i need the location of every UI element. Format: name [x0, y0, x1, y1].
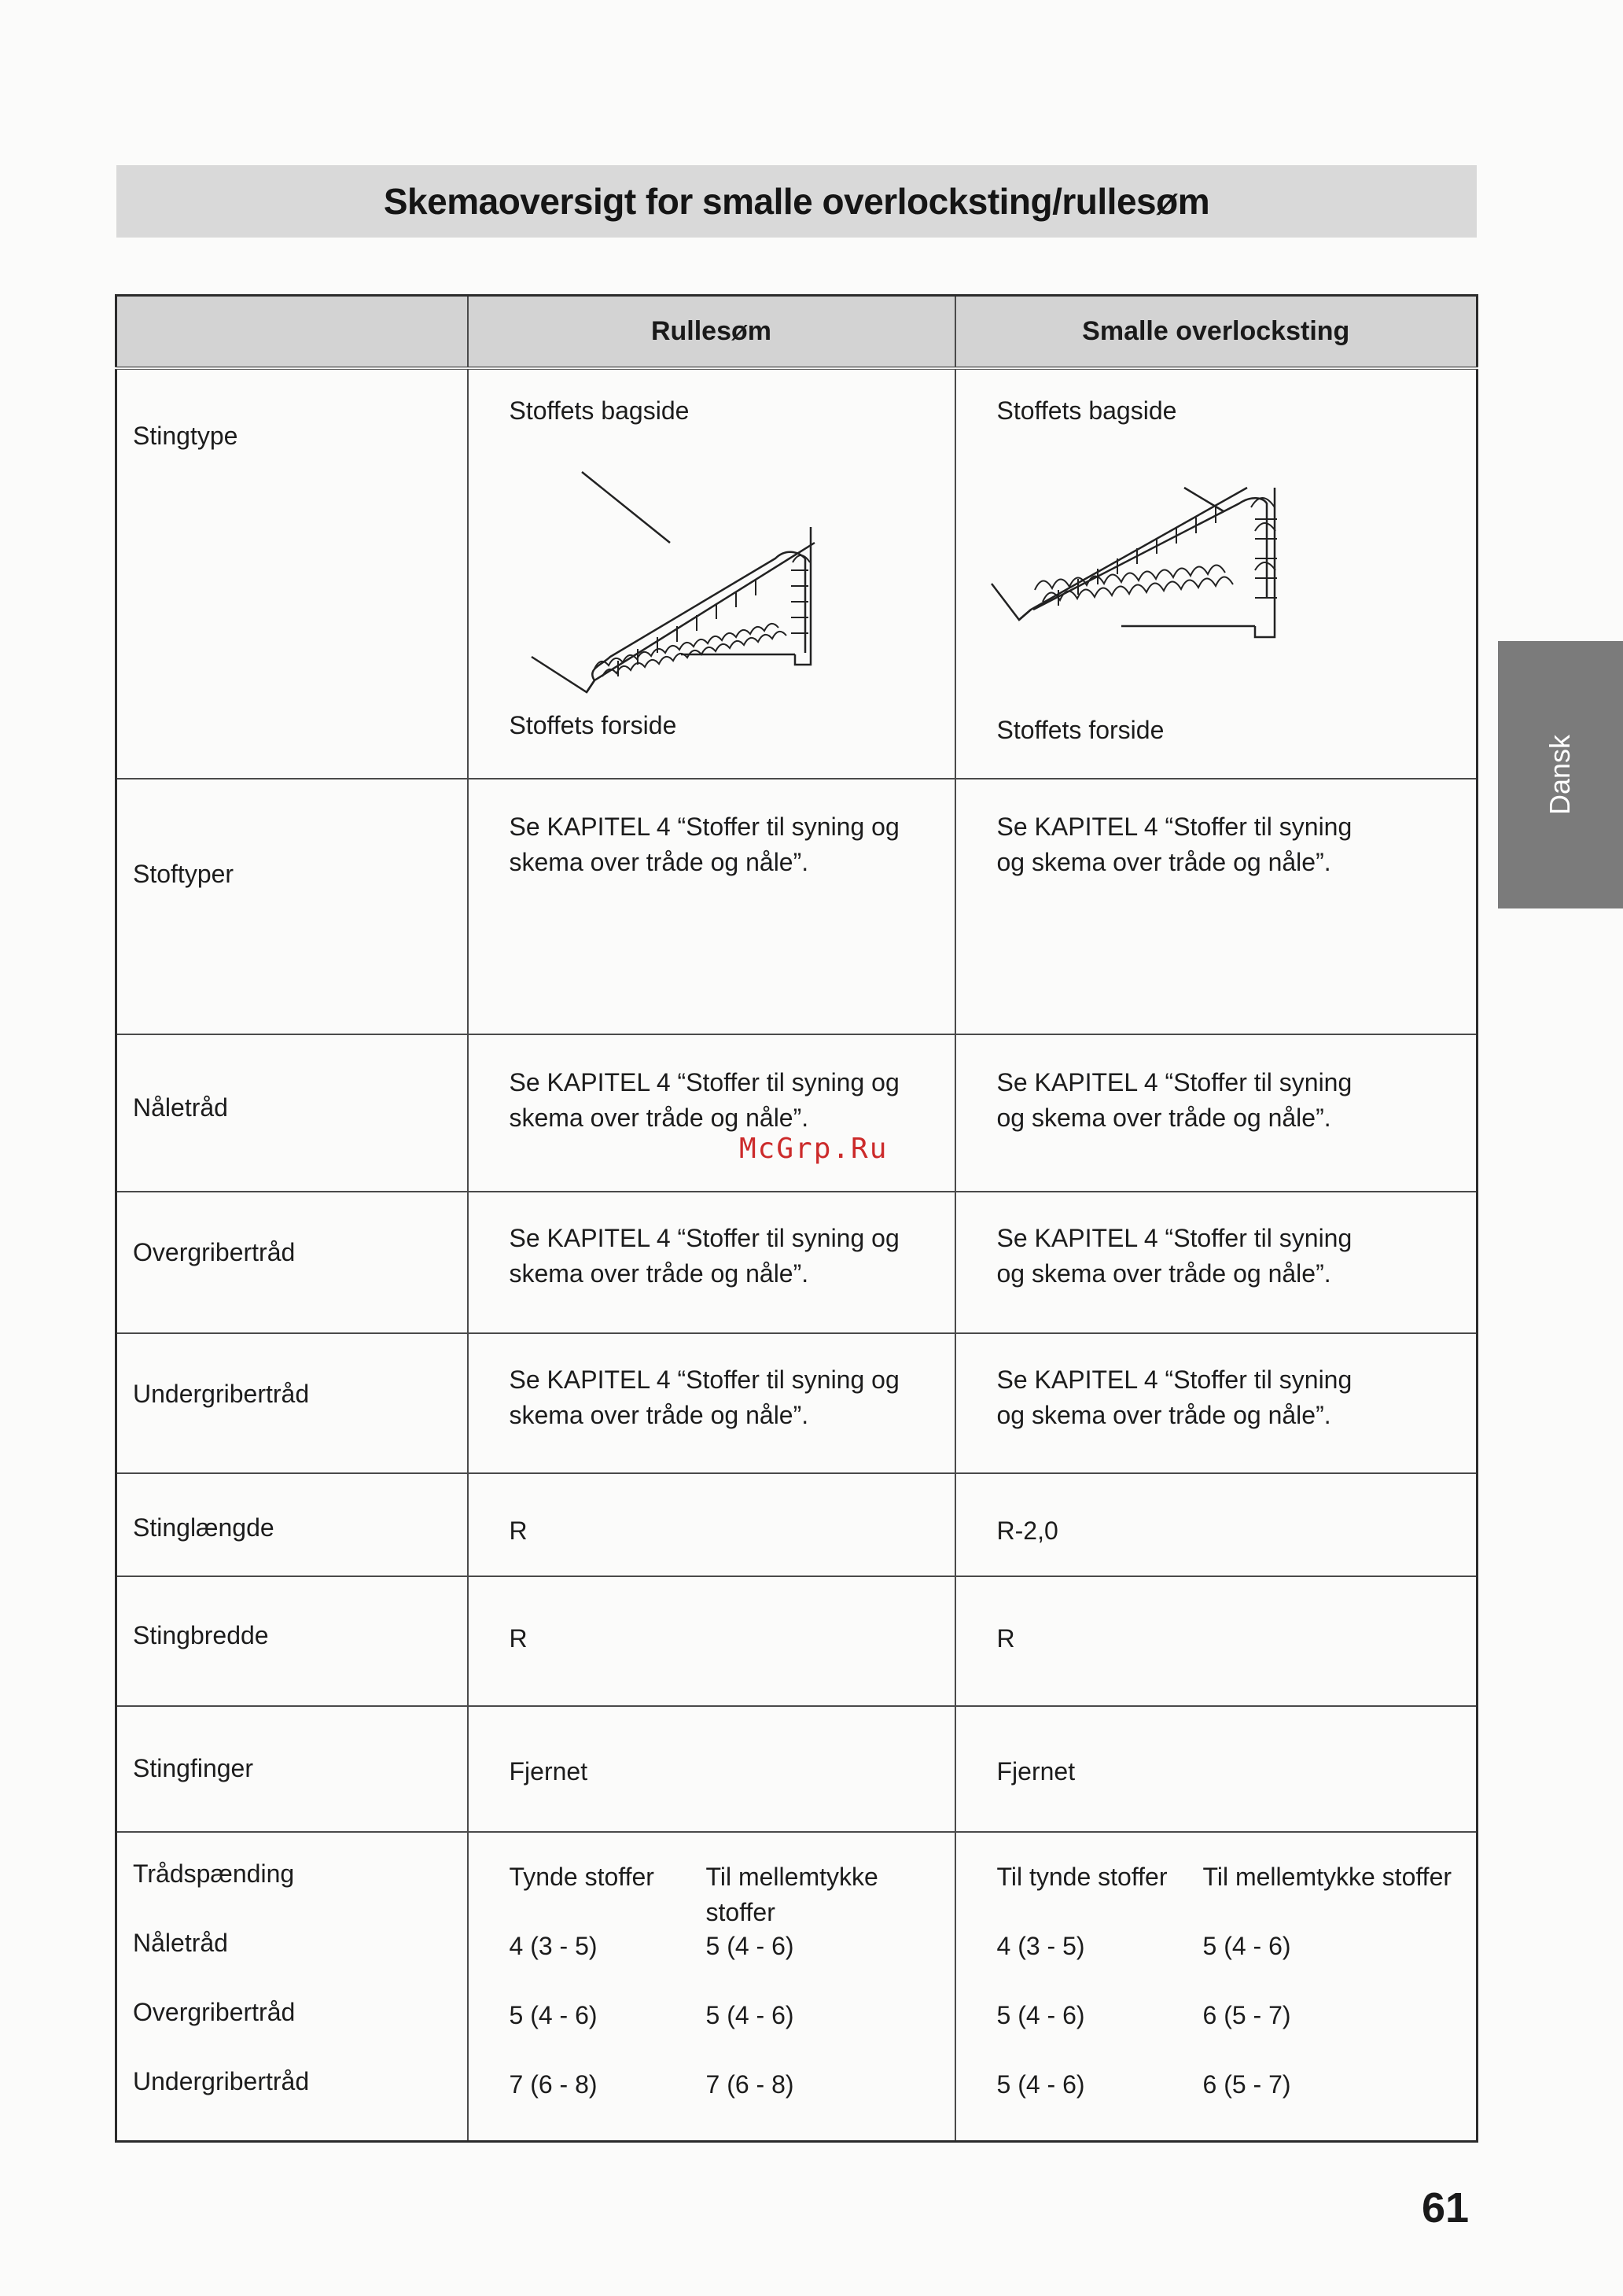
stingtype-smalle-cell [955, 368, 1478, 779]
header-row [116, 296, 1478, 368]
tension-smalle-row-header [997, 1859, 1477, 1929]
undergriber-rulle-line2: skema over tråde og nåle”. [509, 1400, 809, 1429]
stoftyper-smalle-cell [955, 779, 1478, 1034]
tension-smalle-header-b: Til mellemtykke stoffer [1202, 1862, 1452, 1891]
tension-rulle-overgriber-a: 5 (4 - 6) [509, 2000, 598, 2029]
naletrad-smalle-cell [955, 1034, 1478, 1192]
language-tab [1498, 641, 1623, 908]
stingbredde-rullesom: R [468, 1576, 955, 1706]
undergriber-smalle-cell [955, 1333, 1478, 1473]
tension-rulle-undergriber-b: 7 (6 - 8) [705, 2069, 794, 2099]
stoftyper-rulle-line2: skema over tråde og nåle”. [509, 847, 809, 876]
tension-smalle-undergriber-a: 5 (4 - 6) [996, 2069, 1085, 2099]
tension-rulle-header-a: Tynde stoffer [509, 1862, 654, 1891]
tension-label-undergribertrad: Undergribertråd [133, 2066, 310, 2095]
rolled-hem-diagram [500, 440, 846, 700]
stoftyper-rullesom-cell [468, 779, 955, 1034]
title-bar [116, 165, 1477, 238]
overgriber-smalle-cell [955, 1192, 1478, 1333]
narrow-overlock-diagram [988, 440, 1334, 700]
tension-rulle-row-overgriber [510, 1998, 955, 2067]
tension-rulle-naletrad-b: 5 (4 - 6) [705, 1931, 794, 1960]
naletrad-rulle-line1: Se KAPITEL 4 “Stoffer til syning og [509, 1067, 900, 1096]
tension-smalle-overgriber-b: 6 (5 - 7) [1202, 2000, 1291, 2029]
tension-label-tradspaending: Trådspænding [133, 1859, 295, 1888]
tension-smalle-undergriber-b: 6 (5 - 7) [1202, 2069, 1291, 2099]
row-stoftyper [116, 779, 1478, 1034]
overgriber-rulle-line1: Se KAPITEL 4 “Stoffer til syning og [509, 1223, 900, 1252]
row-tradspaending [116, 1832, 1478, 2142]
undergriber-smalle-line2: og skema over tråde og nåle”. [996, 1400, 1331, 1429]
row-stinglaengde [116, 1473, 1478, 1576]
tension-smalle-naletrad-a: 4 (3 - 5) [996, 1931, 1085, 1960]
row-label-stinglaengde: Stinglængde [116, 1473, 468, 1576]
row-stingfinger [116, 1706, 1478, 1832]
header-rullesom: Rullesøm [468, 296, 955, 368]
overgriber-smalle-line2: og skema over tråde og nåle”. [996, 1259, 1331, 1288]
overgriber-rulle-line2: skema over tråde og nåle”. [509, 1259, 809, 1288]
tension-smalle-header-a: Til tynde stoffer [996, 1862, 1168, 1891]
naletrad-rullesom-cell [468, 1034, 955, 1192]
stitch-chart-table [115, 294, 1478, 2143]
overgriber-rullesom-cell [468, 1192, 955, 1333]
undergriber-rullesom-cell [468, 1333, 955, 1473]
tension-label-overgribertrad: Overgribertråd [133, 1997, 296, 2026]
tension-smalle-overgriber-a: 5 (4 - 6) [996, 2000, 1085, 2029]
row-label-stingfinger: Stingfinger [116, 1706, 468, 1832]
stinglaengde-smalle: R-2,0 [955, 1473, 1478, 1576]
tension-rulle-undergriber-a: 7 (6 - 8) [509, 2069, 598, 2099]
row-stingbredde [116, 1576, 1478, 1706]
header-empty [116, 296, 468, 368]
stingtype-rullesom-cell [468, 368, 955, 779]
header-smalle-overlocksting: Smalle overlocksting [955, 296, 1478, 368]
tension-rulle-row-undergriber [510, 2067, 955, 2136]
tension-rulle-overgriber-b: 5 (4 - 6) [705, 2000, 794, 2029]
naletrad-smalle-line2: og skema over tråde og nåle”. [996, 1103, 1331, 1132]
row-label-undergribertrad: Undergribertråd [116, 1333, 468, 1473]
row-label-stingtype: Stingtype [116, 368, 468, 779]
stoftyper-smalle-line2: og skema over tråde og nåle”. [996, 847, 1331, 876]
row-label-naletrad: Nåletråd [116, 1034, 468, 1192]
overgriber-smalle-line1: Se KAPITEL 4 “Stoffer til syning [996, 1223, 1352, 1252]
watermark: McGrp.Ru [739, 1133, 889, 1165]
tension-rulle-naletrad-a: 4 (3 - 5) [509, 1931, 598, 1960]
undergriber-rulle-line1: Se KAPITEL 4 “Stoffer til syning og [509, 1365, 900, 1394]
tension-label-naletrad: Nåletråd [133, 1928, 228, 1957]
row-label-overgribertrad: Overgribertråd [116, 1192, 468, 1333]
smalle-label-bagside: Stoffets bagside [996, 396, 1177, 425]
tension-smalle-cell [955, 1832, 1478, 2142]
tension-rulle-row-header [510, 1859, 955, 1929]
page-number: 61 [1422, 2184, 1470, 2232]
row-label-stoftyper: Stoftyper [116, 779, 468, 1034]
tension-smalle-row-naletrad [997, 1929, 1477, 1998]
tension-rulle-header-b: Til mellemtykke stoffer [705, 1862, 878, 1926]
row-overgribertrad [116, 1192, 1478, 1333]
stingbredde-smalle: R [955, 1576, 1478, 1706]
row-naletrad [116, 1034, 1478, 1192]
stoftyper-smalle-line1: Se KAPITEL 4 “Stoffer til syning [996, 812, 1352, 841]
stingfinger-smalle: Fjernet [955, 1706, 1478, 1832]
row-stingtype [116, 368, 1478, 779]
rulle-label-forside: Stoffets forside [509, 710, 677, 739]
language-tab-label: Dansk [1544, 734, 1577, 816]
tension-rullesom-cell [468, 1832, 955, 2142]
stinglaengde-rullesom: R [468, 1473, 955, 1576]
stingfinger-rullesom: Fjernet [468, 1706, 955, 1832]
tension-rulle-row-naletrad [510, 1929, 955, 1998]
naletrad-smalle-line1: Se KAPITEL 4 “Stoffer til syning [996, 1067, 1352, 1096]
undergriber-smalle-line1: Se KAPITEL 4 “Stoffer til syning [996, 1365, 1352, 1394]
smalle-label-forside: Stoffets forside [996, 715, 1165, 744]
row-label-stingbredde: Stingbredde [116, 1576, 468, 1706]
stoftyper-rulle-line1: Se KAPITEL 4 “Stoffer til syning og [509, 812, 900, 841]
tension-smalle-naletrad-b: 5 (4 - 6) [1202, 1931, 1291, 1960]
rulle-label-bagside: Stoffets bagside [509, 396, 690, 425]
tension-labels-cell [116, 1832, 468, 2142]
page-title: Skemaoversigt for smalle overlocksting/rullesøm [383, 181, 1210, 222]
tension-smalle-row-overgriber [997, 1998, 1477, 2067]
row-undergribertrad [116, 1333, 1478, 1473]
tension-smalle-row-undergriber [997, 2067, 1477, 2136]
naletrad-rulle-line2: skema over tråde og nåle”. [509, 1103, 809, 1132]
